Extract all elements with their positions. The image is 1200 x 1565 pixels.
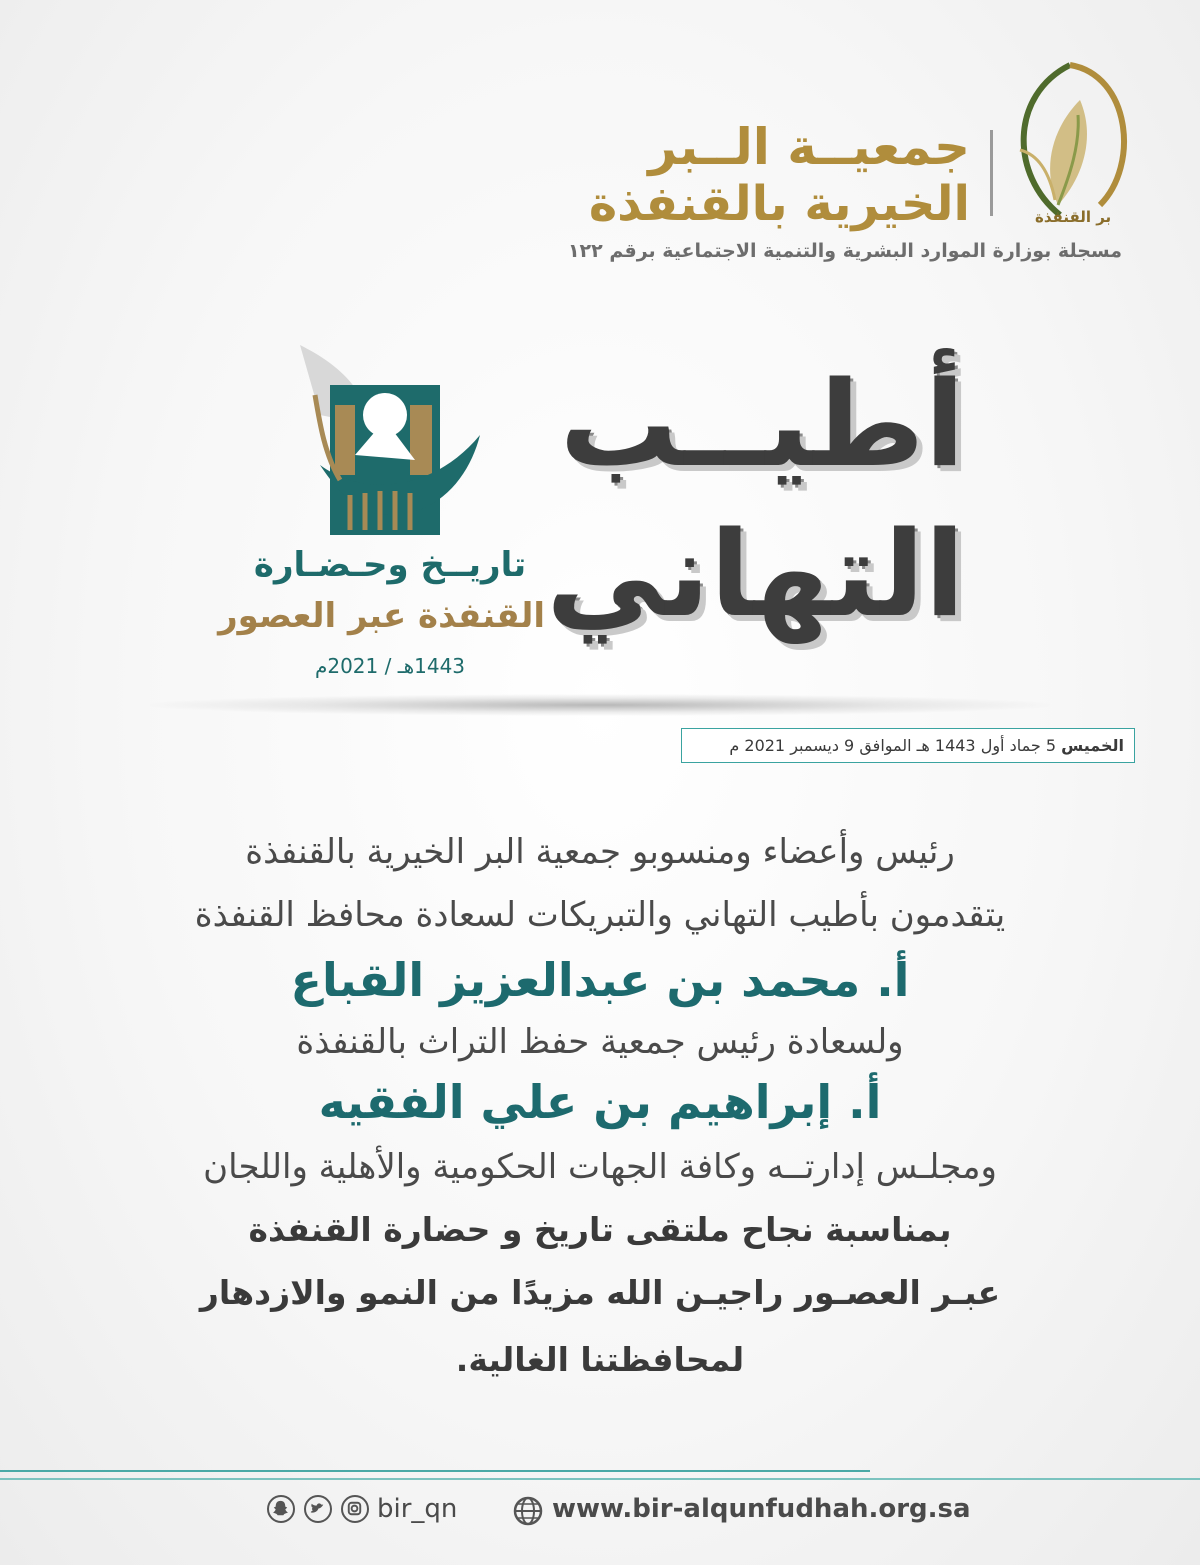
snapchat-icon[interactable] (267, 1495, 295, 1523)
footer-divider-top (0, 1470, 870, 1472)
website-link[interactable]: www.bir-alqunfudhah.org.sa (552, 1494, 971, 1524)
globe-icon (512, 1495, 544, 1527)
event-emblem-icon (300, 345, 485, 545)
footer-divider-bottom (0, 1478, 1200, 1480)
body-line2: يتقدمون بأطيب التهاني والتبريكات لسعادة محافظ القنفذة (194, 895, 1006, 935)
greeting-line2: التهاني (546, 505, 965, 643)
date-day: الخميس (1061, 736, 1124, 755)
registration-text: مسجلة بوزارة الموارد البشرية والتنمية الاجتماعية برقم ١٢٢ (567, 240, 1122, 262)
date-text: 5 جماد أول 1443 هـ الموافق 9 ديسمبر 2021 م (729, 736, 1062, 755)
instagram-icon[interactable] (341, 1495, 369, 1523)
event-title-line2: القنفذة عبر العصور (218, 596, 545, 636)
body-line1: رئيس وأعضاء ومنسوبو جمعية البر الخيرية بالقنفذة (245, 832, 955, 872)
body-line3: ولسعادة رئيس جمعية حفظ التراث بالقنفذة (296, 1022, 904, 1062)
shadow-divider (150, 694, 1050, 716)
leaf-logo-icon (1000, 55, 1140, 225)
event-year: 1443هـ / 2021م (314, 654, 466, 678)
greeting-line1: أطيــب (559, 355, 965, 493)
org-name-line1: جمعيــة الــبر (648, 118, 970, 176)
body-line6: عبـر العصـور راجيـن الله مزيدًا من النمو والازدهار (199, 1273, 1001, 1312)
honoree-name1: أ. محمد بن عبدالعزيز القباع (290, 953, 910, 1007)
body-line5: بمناسبة نجاح ملتقى تاريخ و حضارة القنفذة (248, 1210, 952, 1249)
social-handle[interactable]: bir_qn (377, 1494, 458, 1524)
event-title-line1: تاريــخ وحـضـارة (253, 545, 527, 585)
twitter-icon[interactable] (304, 1495, 332, 1523)
leaf-logo-caption: بر القنفذة (1035, 208, 1112, 226)
header-divider (990, 130, 993, 216)
date-box (681, 728, 1135, 763)
org-name-line2: الخيرية بالقنفذة (588, 176, 970, 232)
honoree-name2: أ. إبراهيم بن علي الفقيه (318, 1075, 882, 1129)
body-line7: لمحافظتنا الغالية. (455, 1340, 745, 1379)
body-line4: ومجلـس إدارتــه وكافة الجهات الحكومية والأهلية واللجان (203, 1147, 997, 1187)
